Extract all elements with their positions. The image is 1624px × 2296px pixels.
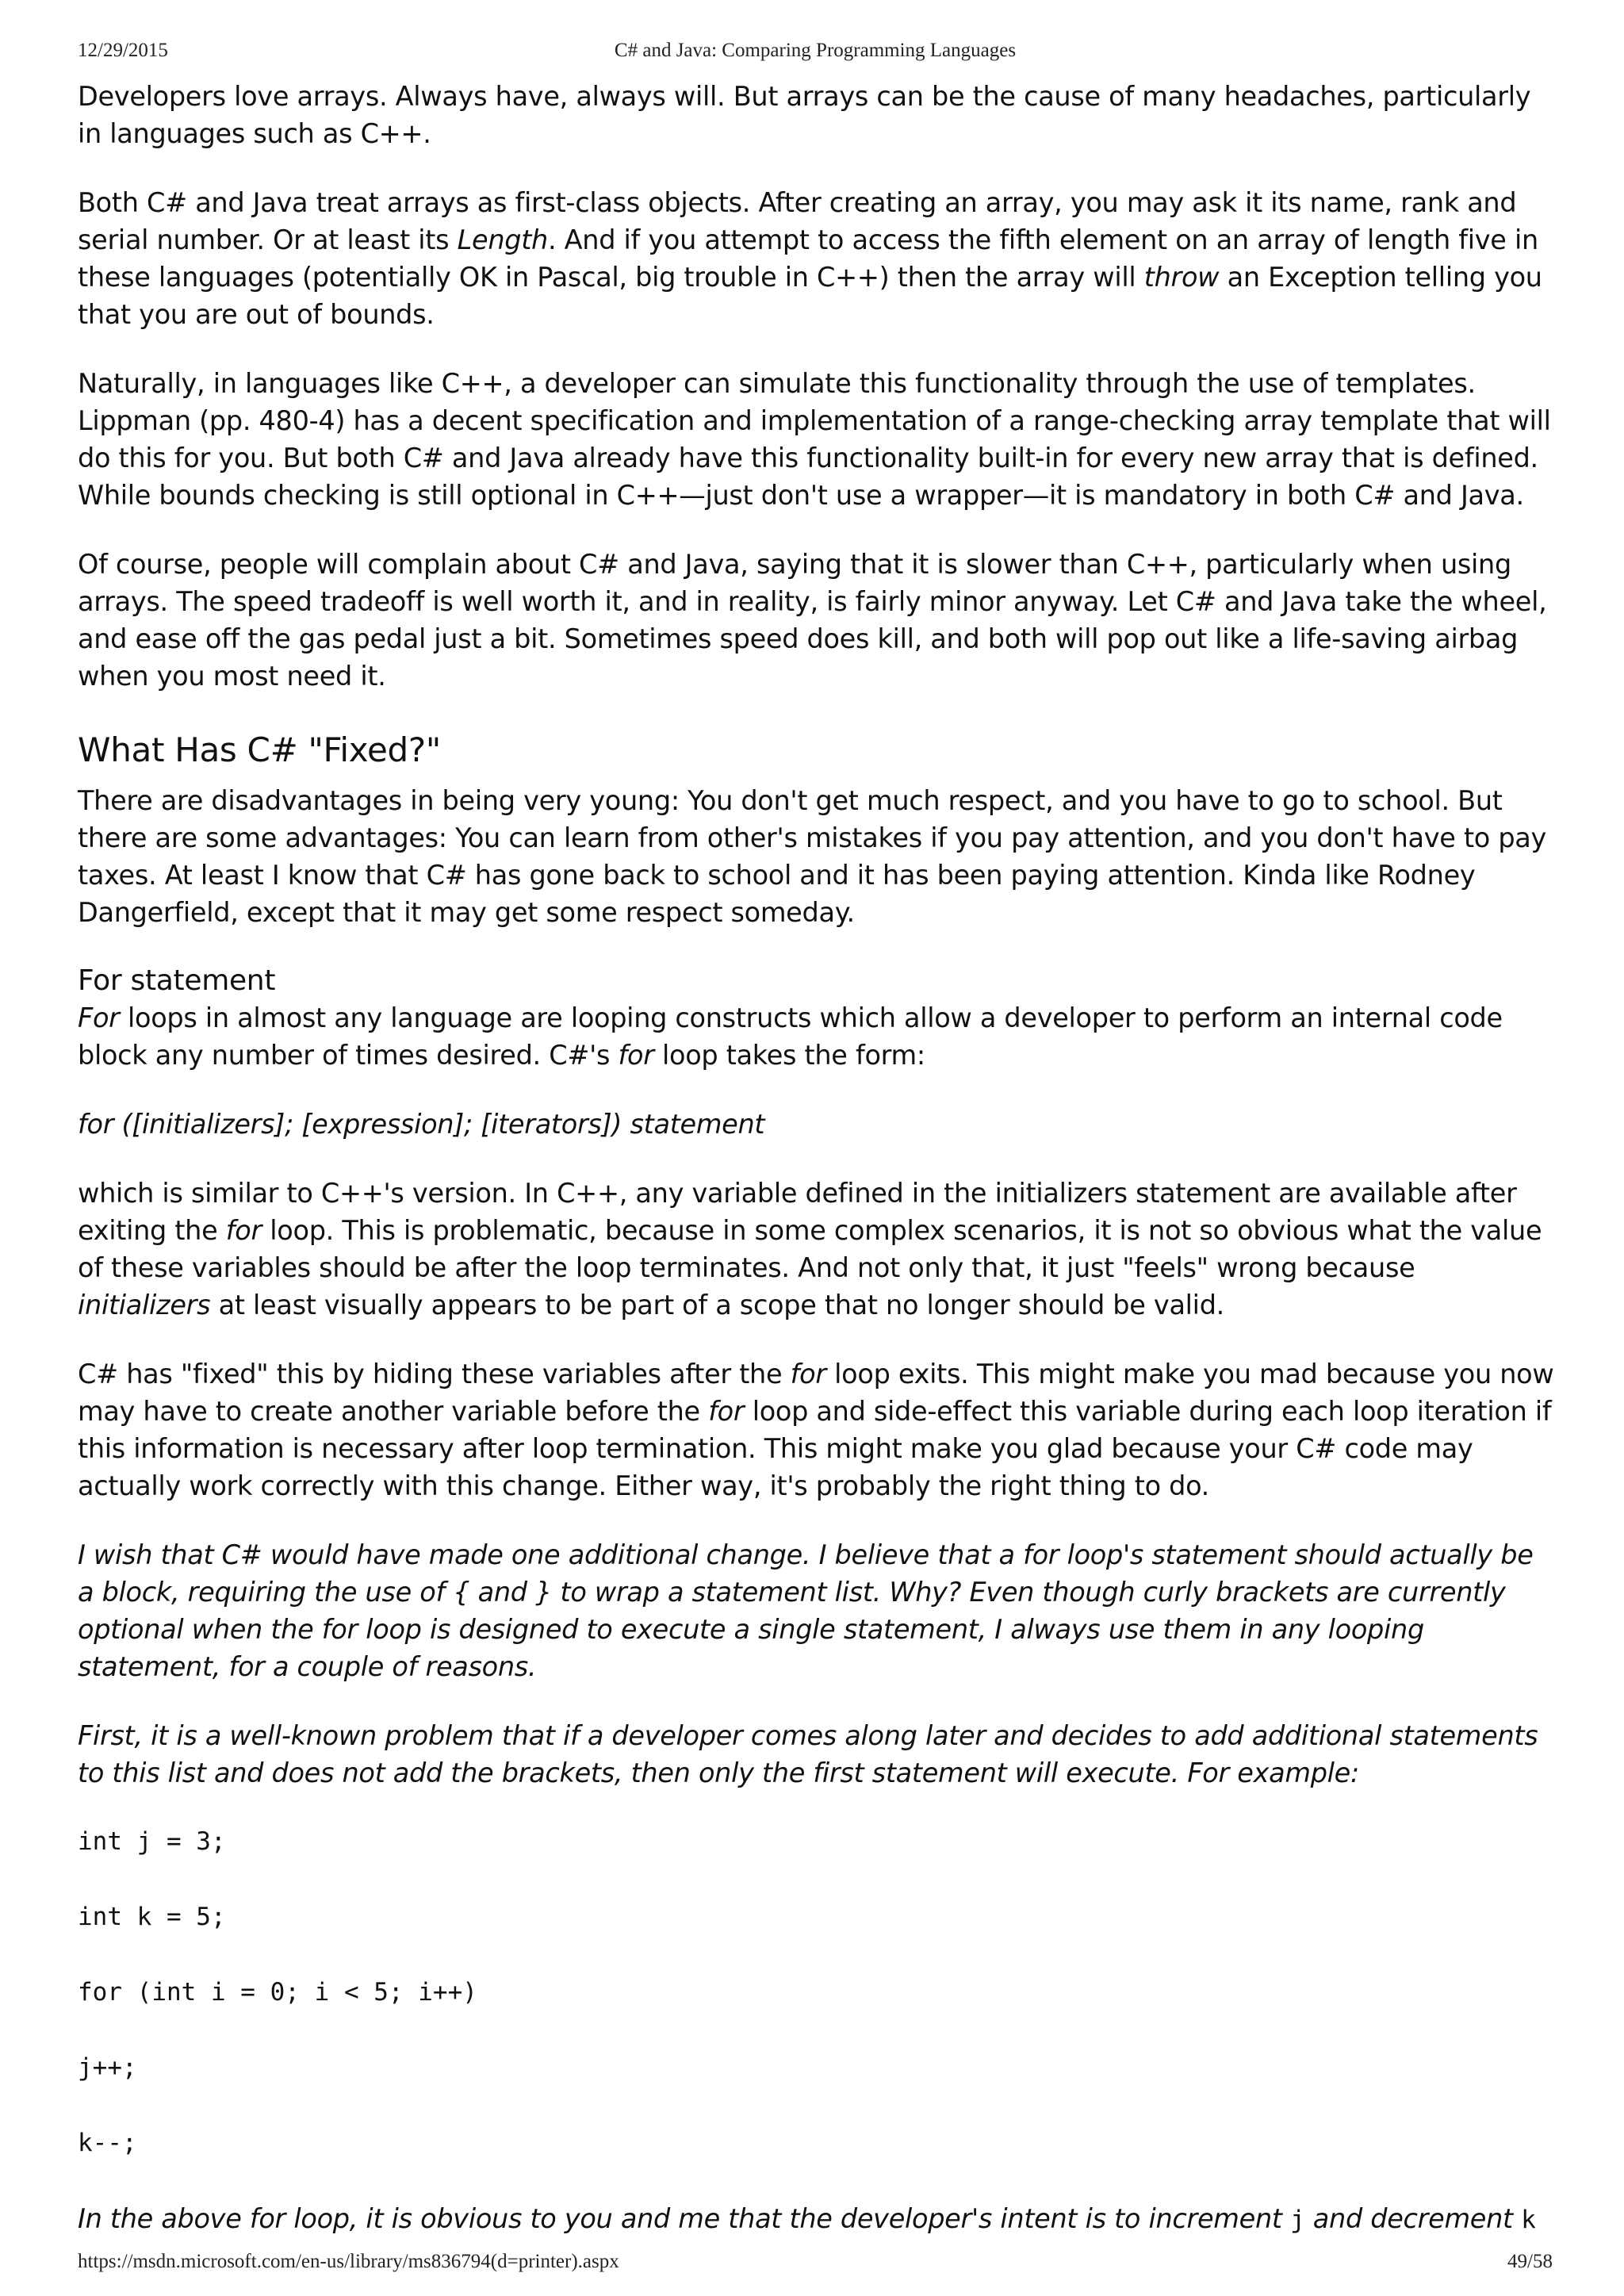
emphasis: throw bbox=[1143, 262, 1220, 293]
italic-note: In the above for loop, it is obvious to you and me that the developer's intent is to increment j and decrement k bbox=[78, 2203, 1536, 2234]
code-line: int j = 3; bbox=[78, 1827, 226, 1856]
emphasis: for bbox=[618, 1040, 654, 1071]
emphasis: for bbox=[708, 1396, 745, 1427]
inline-code: j bbox=[1290, 2206, 1305, 2234]
page-header bbox=[78, 40, 1553, 68]
inline-code: k bbox=[1521, 2206, 1536, 2234]
paragraph: C# has "fixed" this by hiding these variables after the for loop exits. This might make you mad because you now may have to create another variable before the for loop and side-effect this variable during each loop iteration if this information is necessary after loop termination. This might make you glad because your C# code may actually work correctly with this change. Either way, it's probably the right thing to do. bbox=[78, 1359, 1554, 1501]
paragraph: Naturally, in languages like C++, a developer can simulate this functionality through the use of templates. Lippman (pp. 480-4) has a decent specification and implementation of a range-checking array template that will do this for you. But both C# and Java already have this functionality built-in for every new array that is defined. While bounds checking is still optional in C++—just don't use a wrapper—it is mandatory in both C# and Java. bbox=[78, 368, 1551, 511]
paragraph: There are disadvantages in being very young: You don't get much respect, and you have to go to school. But there are some advantages: You can learn from other's mistakes if you pay attention, and you don't have to pay taxes. At least I know that C# has gone back to school and it has been paying attention. Kinda like Rodney Dangerfield, except that it may get some respect someday. bbox=[78, 785, 1547, 928]
subsection-heading: For statement bbox=[78, 964, 276, 997]
emphasis: For bbox=[78, 1002, 120, 1033]
paragraph: which is similar to C++'s version. In C++, any variable defined in the initializers statement are available after exiting the for loop. This is problematic, because in some complex scenarios, it is not so obvious what the value of these variables should be after the loop terminates. And not only that, it just "feels" wrong because initializers at least visually appears to be part of a scope that no longer should be valid. bbox=[78, 1178, 1542, 1320]
print-date: 12/29/2015 bbox=[78, 40, 168, 61]
emphasis: Length bbox=[457, 224, 548, 255]
section-heading: What Has C# "Fixed?" bbox=[78, 730, 441, 769]
code-line: for (int i = 0; i < 5; i++) bbox=[78, 1978, 477, 2007]
italic-note: First, it is a well-known problem that if a developer comes along later and decides to add additional statements to this list and does not add the brackets, then only the first statement will execute. For example: bbox=[78, 1720, 1538, 1788]
code-line: int k = 5; bbox=[78, 1903, 226, 1931]
page-title: C# and Java: Comparing Programming Languages bbox=[614, 40, 1017, 61]
paragraph: Both C# and Java treat arrays as first-class objects. After creating an array, you may ask it its name, rank and serial number. Or at least its Length. And if you attempt to access the fifth element on an array of length five in these languages (potentially OK in Pascal, big trouble in C++) then the array will throw an Exception telling you that you are out of bounds. bbox=[78, 187, 1542, 330]
source-url: https://msdn.microsoft.com/en-us/library/ms836794(d=printer).aspx bbox=[78, 2251, 619, 2272]
emphasis: for bbox=[790, 1359, 826, 1389]
code-line: j++; bbox=[78, 2053, 137, 2082]
syntax-line: for ([initializers]; [expression]; [iterators]) statement bbox=[78, 1109, 765, 1140]
page-number: 49/58 bbox=[1507, 2251, 1553, 2272]
paragraph: For loops in almost any language are looping constructs which allow a developer to perform an internal code block any number of times desired. C#'s for loop takes the form: bbox=[78, 1002, 1503, 1071]
page-footer bbox=[78, 2251, 1553, 2279]
emphasis: for bbox=[225, 1215, 262, 1246]
code-line: k--; bbox=[78, 2129, 137, 2157]
italic-note: I wish that C# would have made one additional change. I believe that a for loop's statement should actually be a block, requiring the use of { and } to wrap a statement list. Why? Even though curly brackets are currently optional when the for loop is designed to execute a single statement, I always use them in any looping statement, for a couple of reasons. bbox=[78, 1539, 1534, 1682]
paragraph: Developers love arrays. Always have, always will. But arrays can be the cause of many headaches, particularly in languages such as C++. bbox=[78, 81, 1531, 149]
paragraph: Of course, people will complain about C# and Java, saying that it is slower than C++, particularly when using arrays. The speed tradeoff is well worth it, and in reality, is fairly minor anyway. Let C# and Java take the wheel, and ease off the gas pedal just a bit. Sometimes speed does kill, and both will pop out like a life-saving airbag when you most need it. bbox=[78, 549, 1547, 692]
article-body bbox=[78, 78, 1554, 2239]
emphasis: initializers bbox=[78, 1290, 211, 1320]
